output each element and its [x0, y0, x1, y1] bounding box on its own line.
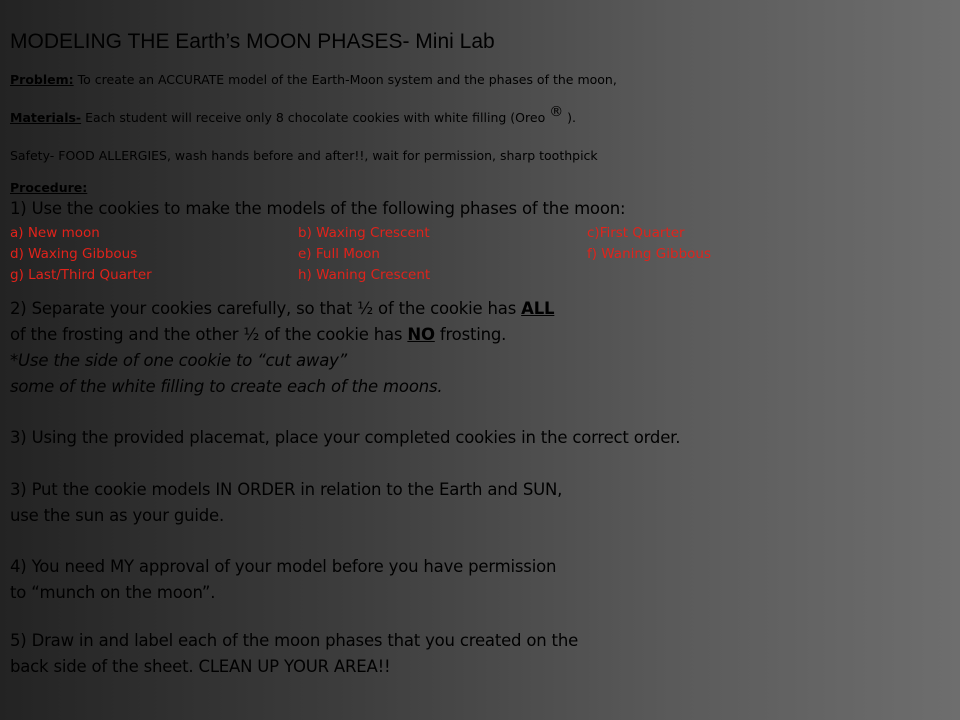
step-3b-line-2: use the sun as your guide. — [10, 506, 225, 525]
step-2-text: frosting. — [434, 325, 507, 344]
phase-item: a) New moon — [10, 225, 100, 241]
materials-end: ). — [563, 110, 577, 125]
phase-item: f) Waning Gibbous — [587, 246, 711, 262]
registered-mark: ® — [549, 104, 564, 120]
phase-item: d) Waxing Gibbous — [10, 246, 138, 262]
step-3b-line-1: 3) Put the cookie models IN ORDER in relation to the Earth and SUN, — [10, 480, 563, 499]
step-5-line-2: back side of the sheet. CLEAN UP YOUR AREA!! — [10, 657, 391, 676]
materials-text: Each student will receive only 8 chocolate cookies with white filling (Oreo — [81, 110, 550, 125]
step-2-note-1: *Use the side of one cookie to “cut away” — [10, 351, 348, 370]
step-4-line-2: to “munch on the moon”. — [10, 583, 216, 602]
step-5-line-1: 5) Draw in and label each of the moon phases that you created on the — [10, 631, 579, 650]
procedure-label: Procedure: — [10, 180, 88, 195]
procedure-line — [10, 180, 87, 195]
step-2-text: of the frosting and the other ½ of the cookie has — [10, 325, 408, 344]
problem-label: Problem: — [10, 72, 74, 87]
step-2-text: 2) Separate your cookies carefully, so that ½ of the cookie has — [10, 299, 522, 318]
phase-item: h) Waning Crescent — [298, 267, 431, 283]
step-2-line-1 — [10, 299, 554, 318]
step-1: 1) Use the cookies to make the models of the following phases of the moon: — [10, 199, 626, 218]
step-3a: 3) Using the provided placemat, place your completed cookies in the correct order. — [10, 428, 681, 447]
step-2-line-2 — [10, 325, 506, 344]
materials-line — [10, 104, 576, 125]
safety-line: Safety- FOOD ALLERGIES, wash hands before and after!!, wait for permission, sharp toothpick — [10, 148, 598, 163]
no-emphasis: NO — [407, 325, 435, 344]
problem-text: To create an ACCURATE model of the Earth-Moon system and the phases of the moon, — [73, 72, 617, 87]
step-2-note-2: some of the white filling to create each of the moons. — [10, 377, 443, 396]
phase-item: e) Full Moon — [298, 246, 380, 262]
phase-item: g) Last/Third Quarter — [10, 267, 152, 283]
problem-line — [10, 72, 617, 87]
step-4-line-1: 4) You need MY approval of your model before you have permission — [10, 557, 557, 576]
phase-item: c)First Quarter — [587, 225, 685, 241]
materials-label: Materials- — [10, 110, 82, 125]
all-emphasis: ALL — [521, 299, 555, 318]
page-title: MODELING THE Earth’s MOON PHASES- Mini Lab — [10, 30, 495, 53]
phase-item: b) Waxing Crescent — [298, 225, 430, 241]
